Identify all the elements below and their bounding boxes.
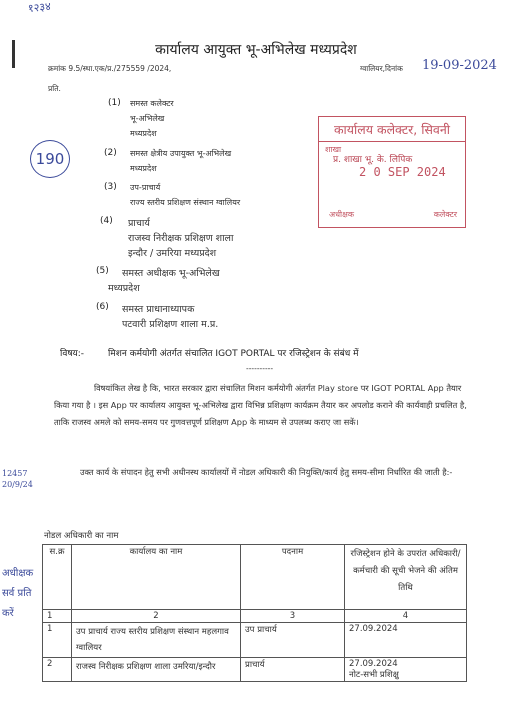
handwritten-date: 19-09-2024 (422, 58, 497, 73)
table-number-row (43, 610, 467, 623)
recipient-number: (2) (104, 148, 117, 158)
corner-scribble: १२३४ (27, 0, 52, 16)
handwritten-circled-number: 190 (30, 140, 70, 178)
reference-number: क्रमांक 9.5/स्था.एक/प्र./275559 /2024, (48, 64, 172, 73)
recipient-line: भू-अभिलेख (130, 114, 165, 123)
recipient-line: इन्दौर / उमरिया मध्यप्रदेश (128, 248, 217, 259)
margin-note-top: 12457 20/9/24 (2, 469, 33, 489)
stamp-title: कार्यालय कलेक्टर, सिवनी (333, 122, 451, 137)
table-cell: 4 (345, 610, 467, 623)
recipient-line: समस्त अधीक्षक भू-अभिलेख (122, 268, 220, 279)
recipient-number: (3) (104, 182, 117, 192)
stamp-shakha-handwriting: प्र. शाखा भू. के. लिपिक (333, 155, 413, 165)
recipient-line: मध्यप्रदेश (130, 129, 157, 138)
recipient-line: मध्यप्रदेश (130, 164, 157, 173)
recipient-number: (5) (96, 266, 109, 276)
table-row (43, 658, 467, 682)
recipient-number: (6) (96, 302, 109, 312)
recipient-line: मध्यप्रदेश (108, 283, 140, 294)
subject-label: विषय:- (60, 349, 85, 359)
recipient-line: उप-प्राचार्य (130, 183, 161, 192)
recipient-line: समस्त कलेक्टर (130, 99, 174, 108)
table-cell-date: 27.09.2024 (349, 659, 398, 669)
table-header-row (43, 545, 467, 610)
recipient-line: प्राचार्य (128, 218, 150, 229)
recipient-line: पटवारी प्रशिक्षण शाला म.प्र. (122, 319, 219, 330)
recipient-line: समस्त प्राधानाध्यापक (122, 304, 195, 315)
place-date-label: ग्वालियर,दिनांक (360, 64, 403, 73)
recipient-number: (1) (108, 98, 121, 108)
table-cell: उप प्राचार्य (241, 623, 345, 658)
table-cell: राजस्व निरीक्षक प्रशिक्षण शाला उमरिया/इन्दौर (72, 658, 241, 682)
prati-label: प्रति. (48, 84, 61, 93)
separator-dashes: ---------- (246, 364, 274, 373)
table-row (43, 623, 467, 658)
margin-note-left: अधीक्षक सर्व प्रति करें (2, 568, 34, 619)
table-cell: 2 (72, 610, 241, 623)
body-paragraph-1: विषयांकित लेख है कि, भारत सरकार द्वारा संचालित मिशन कर्मयोगी अंतर्गत Play store पर IGOT PORTAL App तैयार किया गया है । इस App पर कार्यालय आयुक्त भू-अभिलेख द्वारा विभिन्न प्रशिक्षण कार्यक्रम तैयार कर अपलोड कराने की कार्यवाही प्रचलित है, ताकि राजस्व अमले को समय-समय पर गुणवत्तपूर्ण प्रशिक्षण App के माध्यम से उपलब्ध कराए जा सकें। (54, 383, 467, 427)
table-cell: उप प्राचार्य राज्य स्तरीय प्रशिक्षण संस्थान महलगाव ग्वालियर (72, 623, 241, 658)
stamp-shakha-label: शाखा (325, 145, 342, 154)
table-cell: 2 (43, 658, 72, 682)
header-cell: स.क्र (43, 545, 72, 610)
recipient-line: राजस्व निरीक्षक प्रशिक्षण शाला (128, 233, 234, 244)
stamp-right-sign: कलेक्टर (433, 210, 457, 219)
collector-stamp (318, 116, 466, 228)
table-cell: 1 (43, 623, 72, 658)
table-note: नोट-सभी प्रशिक्षु (349, 670, 399, 680)
table-cell: 27.09.2024 (345, 623, 467, 658)
nodal-officer-table (42, 544, 467, 682)
nodal-officer-heading: नोडल अधिकारी का नाम (44, 531, 119, 541)
page-title: कार्यालय आयुक्त भू-अभिलेख मध्यप्रदेश (155, 42, 357, 58)
table-cell: 1 (43, 610, 72, 623)
stamp-date: 2 0 SEP 2024 (359, 165, 446, 179)
stamp-left-sign: अधीक्षक (329, 210, 354, 219)
stamp-divider (319, 141, 465, 142)
recipient-line: समस्त क्षेत्रीय उपायुक्त भू-अभिलेख (130, 149, 232, 158)
table-cell (345, 658, 467, 682)
header-cell: कार्यालय का नाम (72, 545, 241, 610)
recipient-line: राज्य स्तरीय प्रशिक्षण संस्थान ग्वालियर (130, 198, 241, 207)
header-cell: पदनाम (241, 545, 345, 610)
body-paragraph-2: उक्त कार्य के संपादन हेतु सभी अधीनस्थ कार्यालयों में नोडल अधिकारी की नियुक्ति/कार्य हेतु समय-सीमा निर्धारित की जाती है:- (80, 467, 453, 477)
table-cell: 3 (241, 610, 345, 623)
subject-text: मिशन कर्मयोगी अंतर्गत संचालित IGOT PORTAL पर रजिस्ट्रेशन के संबंध में (108, 349, 359, 359)
recipient-number: (4) (100, 216, 113, 226)
table-cell: प्राचार्य (241, 658, 345, 682)
header-cell: रजिस्ट्रेशन होने के उपरांत अधिकारी/कर्मचारी की सूची भेजने की अंतिम तिथि (345, 545, 467, 610)
